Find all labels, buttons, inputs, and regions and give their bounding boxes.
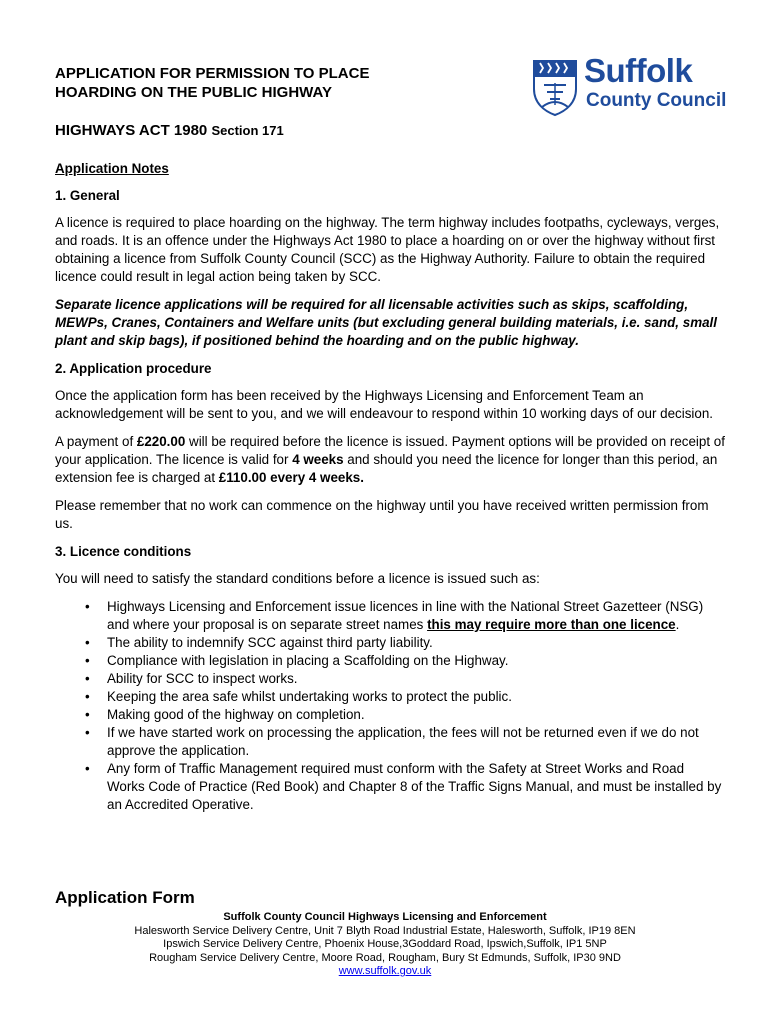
section-general-heading: 1. General (55, 188, 120, 203)
permission-paragraph: Please remember that no work can commence on the highway until you have received written permission from us. (55, 498, 709, 531)
list-item: • Any form of Traffic Management required must conform with the Safety at Street Works and Road Works Code of Practice (Red Book) and Chapter 8 of the Traffic Signs Manual, and must be installed by an Accredited Operative. (107, 760, 725, 814)
website-link[interactable]: www.suffolk.gov.uk (338, 965, 432, 977)
general-paragraph: A licence is required to place hoarding on the highway. The term highway includes footpaths, cycleways, verges, and roads. It is an offence under the Highways Act 1980 to place a hoarding on or over the highway without first obtaining a licence from Suffolk County Council (SCC) as the Highway Authority. Failure to obtain the required licence could result in legal action being taken by SCC. (55, 215, 720, 284)
list-item: • Ability for SCC to inspect works. (107, 670, 725, 688)
footer (0, 911, 770, 979)
separate-licence-notice: Separate licence applications will be required for all licensable activities such as skips, scaffolding, MEWPs, Cranes, Containers and Welfare units (but excluding general building materials, i.e. sand, small plant and skip bags), if positioned behind the hoarding and on the public highway. (55, 297, 717, 348)
extension-fee: £110.00 every 4 weeks. (218, 470, 364, 485)
list-item: • If we have started work on processing the application, the fees will not be returned even if we do not approve the application. (107, 724, 725, 760)
payment-paragraph (55, 433, 725, 487)
payment-text-c: and should you need the licence for longer than this period, an extension fee is charged at (55, 452, 718, 485)
act-name: HIGHWAYS ACT 1980 (55, 122, 208, 139)
footer-address-halesworth: Halesworth Service Delivery Centre, Unit 7 Blyth Road Industrial Estate, Halesworth, Suffolk, IP19 8EN (134, 924, 636, 937)
payment-text-a: A payment of (55, 434, 137, 449)
first-item-text: Highways Licensing and Enforcement issue licences in line with the National Street Gazetteer (NSG) and where your proposal is on separate street names (107, 599, 704, 632)
document-title (55, 64, 369, 102)
list-item: • Keeping the area safe whilst undertaking works to protect the public. (107, 688, 725, 706)
suffolk-logo (530, 52, 735, 117)
footer-address-rougham: Rougham Service Delivery Centre, Moore Road, Rougham, Bury St Edmunds, Suffolk, IP30 9ND (149, 951, 621, 964)
act-reference (55, 122, 284, 139)
payment-text-b: will be required before the licence is issued. Payment options will be provided on receipt of your application. The licence is valid for (55, 434, 725, 467)
logo-wordmark-suffolk: Suffolk (584, 52, 693, 89)
conditions-list (55, 598, 725, 814)
footer-address-ipswich: Ipswich Service Delivery Centre, Phoenix House,3Goddard Road, Ipswich,Suffolk, IP1 5NP (163, 938, 607, 950)
title-line-1: APPLICATION FOR PERMISSION TO PLACE (55, 65, 370, 82)
application-notes (55, 160, 725, 814)
licence-duration: 4 weeks (292, 452, 344, 467)
list-item: • Compliance with legislation in placing a Scaffolding on the Highway. (107, 652, 725, 670)
application-form-heading: Application Form (55, 888, 195, 907)
logo-wordmark-county-council: County Council (586, 90, 727, 111)
conditions-intro: You will need to satisfy the standard conditions before a licence is issued such as: (55, 571, 540, 586)
first-item-end: . (675, 617, 680, 632)
footer-org: Suffolk County Council Highways Licensing and Enforcement (223, 911, 547, 923)
list-item: • The ability to indemnify SCC against third party liability. (107, 634, 725, 652)
notes-heading: Application Notes (55, 161, 169, 176)
section-conditions-heading: 3. Licence conditions (55, 544, 192, 559)
title-line-2: HOARDING ON THE PUBLIC HIGHWAY (55, 84, 332, 101)
first-item-emphasis: this may require more than one licence (427, 617, 676, 632)
licence-fee: £220.00 (136, 434, 186, 449)
act-section: Section 171 (211, 123, 284, 138)
suffolk-crest-icon (530, 55, 580, 117)
procedure-paragraph: Once the application form has been received by the Highways Licensing and Enforcement Team an acknowledgement will be sent to you, and we will endeavour to respond within 10 working days of our decision. (55, 388, 714, 421)
list-item (107, 598, 725, 634)
section-procedure-heading: 2. Application procedure (55, 361, 212, 376)
list-item: • Making good of the highway on completion. (107, 706, 725, 724)
